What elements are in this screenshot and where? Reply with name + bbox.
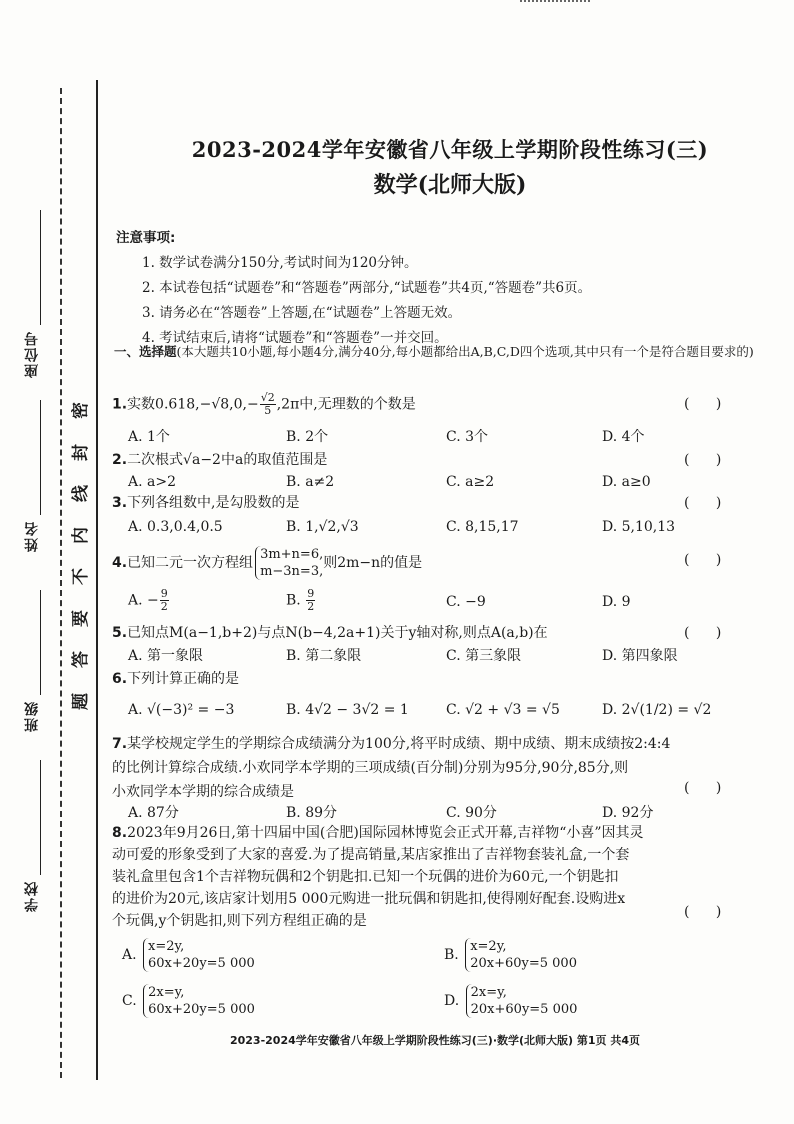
option-a [128, 588, 170, 613]
binding-solid-line [96, 80, 98, 1080]
equation-line: 60x+20y=5 000 [148, 956, 255, 971]
seal-char: 密 [70, 402, 91, 419]
option-a: A. √(−3)² = −3 [128, 702, 235, 718]
class-blank [40, 590, 41, 695]
option-label: C. [122, 993, 137, 1009]
section-title: 一、选择题 [114, 344, 177, 359]
numerator: 9 [307, 587, 315, 600]
option-d: D. 9 [602, 594, 631, 610]
question-text-line: 动可爱的形象受到了大家的喜爱.为了提高销量,某店家推出了吉祥物套装礼盒,一个套 [112, 847, 630, 863]
answer-bracket: ( ) [684, 396, 722, 412]
name-blank [40, 400, 41, 515]
option-d: D. 2√(1/2) = √2 [602, 702, 712, 718]
equation-system [466, 984, 578, 1018]
option-b: B. 1,√2,√3 [286, 519, 359, 535]
question-text: 实数0.618,−√8,0,− [127, 396, 259, 413]
question-number: 5. [112, 625, 128, 641]
equation-line: 20x+60y=5 000 [470, 1002, 578, 1017]
equation-system [255, 546, 323, 580]
option-d: D. a≥0 [602, 474, 651, 490]
denominator: 5 [264, 404, 272, 417]
question-text: 则2m−n的值是 [323, 555, 423, 571]
option-c: C. 3个 [446, 429, 489, 445]
seal-char: 答 [70, 651, 91, 669]
question-7 [112, 732, 732, 804]
question-number: 7. [112, 736, 128, 752]
note-item: 2. 本试卷包括“试题卷”和“答题卷”两部分,“试题卷”共4页,“答题卷”共6页。 [142, 280, 592, 296]
notes-block [116, 226, 776, 346]
question-number: 1. [112, 396, 128, 413]
option-d: D. 5,10,13 [602, 519, 676, 535]
equation-line: x=2y, [470, 939, 507, 954]
denominator: 2 [160, 600, 168, 613]
answer-bracket: ( ) [684, 552, 722, 568]
question-text-line: 装礼盒里包含1个吉祥物玩偶和2个钥匙扣.已知一个玩偶的进价为60元,一个钥匙扣 [112, 869, 619, 885]
option-label: B. [286, 592, 306, 609]
option-a: A. 0.3,0.4,0.5 [128, 519, 223, 535]
page-footer: 2023-2024学年安徽省八年级上学期阶段性练习(三)·数学(北师大版) 第1页 共4页 [229, 1034, 641, 1047]
equation-line: 2x=y, [470, 985, 507, 1000]
seal-char: 内 [70, 526, 91, 544]
question-text-line: 2023年9月26日,第十四届中国(合肥)国际园林博览会正式开幕,吉祥物“小喜”因其灵 [127, 825, 644, 841]
option-c: C. 8,15,17 [446, 519, 519, 535]
option-b: B. 2个 [286, 429, 329, 445]
question-number: 3. [112, 495, 128, 511]
scan-mark [520, 0, 590, 8]
option-c: C. 第三象限 [446, 648, 522, 664]
question-text: 下列计算正确的是 [127, 671, 240, 687]
note-item: 3. 请务必在“答题卷”上答题,在“试题卷”上答题无效。 [142, 305, 462, 321]
school-label: 学校 [24, 880, 40, 912]
question-text-line: 个玩偶,y个钥匙扣,则下列方程组正确的是 [112, 913, 367, 929]
option-label: D. [444, 993, 460, 1009]
question-text: 已知二元一次方程组 [127, 555, 254, 571]
note-item: 4. 考试结束后,请将“试题卷”和“答题卷”一并交回。 [142, 330, 448, 346]
question-number: 4. [112, 555, 128, 571]
question-5 [112, 622, 732, 644]
question-6 [112, 668, 732, 690]
question-number: 6. [112, 671, 128, 687]
name-label: 姓名 [24, 520, 40, 552]
question-text: 二次根式√a−2中a的取值范围是 [127, 452, 328, 468]
option-b: B. 4√2 − 3√2 = 1 [286, 702, 409, 718]
option-d [444, 984, 577, 1018]
option-b [444, 938, 577, 972]
option-label: A. [122, 947, 137, 963]
seat-number-blank [40, 210, 41, 325]
section-heading [114, 342, 754, 361]
question-number: 2. [112, 452, 128, 468]
equation-line: m−3n=3, [260, 564, 324, 579]
equation-system [143, 984, 255, 1018]
question-1 [112, 392, 732, 417]
option-a: A. 1个 [128, 429, 170, 445]
equation-system [143, 938, 255, 972]
option-d: D. 第四象限 [602, 648, 678, 664]
question-4 [112, 546, 732, 580]
question-8 [112, 822, 732, 932]
fraction [306, 588, 315, 613]
question-3 [112, 492, 732, 514]
answer-bracket: ( ) [684, 780, 722, 796]
numerator: √2 [260, 391, 275, 404]
seal-char: 要 [70, 609, 91, 627]
section-description: (本大题共10小题,每小题4分,满分40分,每小题都给出A,B,C,D四个选项,其中只有一个是符合题目要求的) [176, 344, 754, 359]
option-b: B. a≠2 [286, 474, 335, 490]
question-text-line: 的比例计算综合成绩.小欢同学本学期的三项成绩(百分制)分别为95分,90分,85分,则 [112, 760, 629, 776]
option-a: A. a>2 [128, 474, 176, 490]
numerator: 9 [160, 587, 168, 600]
option-c: C. √2 + √3 = √5 [446, 702, 560, 718]
question-2 [112, 449, 732, 471]
option-a: A. 87分 [128, 805, 179, 821]
option-d: D. 4个 [602, 429, 645, 445]
denominator: 2 [307, 600, 315, 613]
option-b: B. 89分 [286, 805, 338, 821]
question-text: 下列各组数中,是勾股数的是 [127, 495, 300, 511]
option-a: A. 第一象限 [128, 648, 204, 664]
exam-title: 2023-2024学年安徽省八年级上学期阶段性练习(三) [191, 137, 709, 162]
equation-line: 3m+n=6, [260, 547, 324, 562]
seal-char: 线 [70, 485, 91, 503]
notes-heading: 注意事项: [116, 230, 176, 246]
question-text-line: 小欢同学本学期的综合成绩是 [112, 784, 294, 800]
exam-subtitle: 数学(北师大版) [373, 172, 527, 198]
seal-line-notice [64, 398, 92, 714]
fraction [160, 588, 169, 613]
option-c: C. 90分 [446, 805, 497, 821]
equation-line: x=2y, [148, 939, 185, 954]
seal-char: 封 [70, 443, 91, 461]
option-label: A. − [128, 592, 159, 609]
option-c: C. −9 [446, 594, 486, 610]
equation-system [465, 938, 577, 972]
answer-bracket: ( ) [684, 452, 722, 468]
question-text: 已知点M(a−1,b+2)与点N(b−4,2a+1)关于y轴对称,则点A(a,b)在 [127, 625, 548, 641]
option-d: D. 92分 [602, 805, 654, 821]
school-blank [40, 760, 41, 875]
answer-bracket: ( ) [684, 904, 722, 920]
question-text-line: 某学校规定学生的学期综合成绩满分为100分,将平时成绩、期中成绩、期末成绩按2:4:4 [127, 736, 671, 752]
answer-bracket: ( ) [684, 495, 722, 511]
class-label: 班级 [24, 700, 40, 732]
question-text-line: 的进价为20元,该店家计划用5 000元购进一批玩偶和钥匙扣,使得刚好配套.设购进x [112, 891, 626, 907]
seat-number-label: 座位号 [24, 330, 40, 378]
seal-char: 不 [70, 568, 91, 586]
option-a [122, 938, 255, 972]
option-b: B. 第二象限 [286, 648, 362, 664]
equation-line: 60x+20y=5 000 [148, 1002, 255, 1017]
answer-bracket: ( ) [684, 625, 722, 641]
note-item: 1. 数学试卷满分150分,考试时间为120分钟。 [142, 255, 418, 271]
fraction [260, 392, 276, 417]
option-b [286, 588, 316, 613]
question-number: 8. [112, 825, 128, 841]
question-text: ,2π中,无理数的个数是 [276, 396, 416, 413]
option-c [122, 984, 255, 1018]
option-c: C. a≥2 [446, 474, 495, 490]
option-label: B. [444, 947, 459, 963]
equation-line: 20x+60y=5 000 [470, 956, 577, 971]
binding-dashed-line [60, 88, 62, 1078]
seal-char: 题 [70, 692, 91, 710]
equation-line: 2x=y, [148, 985, 185, 1000]
